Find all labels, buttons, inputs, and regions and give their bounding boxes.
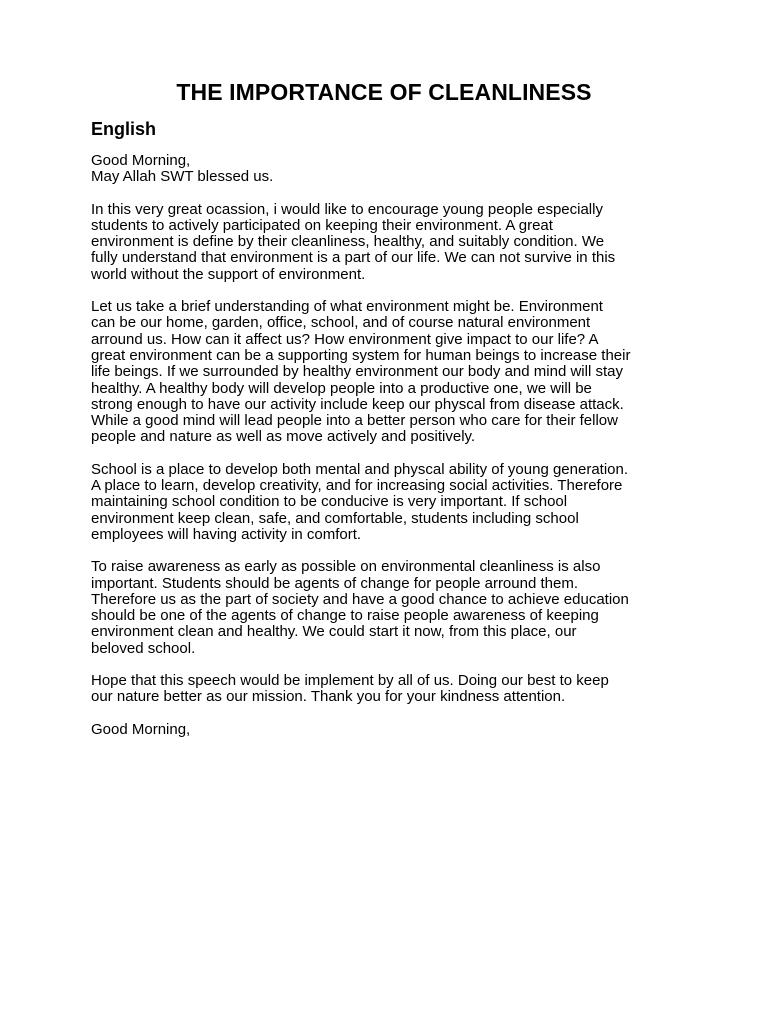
text-line: environment is define by their cleanliness, healthy, and suitably condition. We <box>91 233 605 251</box>
paragraph-greeting <box>91 153 691 186</box>
text-line: can be our home, garden, office, school, and of course natural environment <box>91 314 591 332</box>
text-line: fully understand that environment is a part of our life. We can not survive in this <box>91 249 616 267</box>
text-line: Let us take a brief understanding of what environment might be. Environment <box>91 298 603 316</box>
text-line: our nature better as our mission. Thank you for your kindness attention. <box>91 688 566 706</box>
paragraph-school <box>91 462 691 543</box>
text-line: life beings. If we surrounded by healthy environment our body and mind will stay <box>91 363 623 381</box>
text-line: To raise awareness as early as possible on environmental cleanliness is also <box>91 558 601 576</box>
paragraph-closing <box>91 673 691 706</box>
text-line: maintaining school condition to be conducive is very important. If school <box>91 493 568 511</box>
text-line: great environment can be a supporting system for human beings to increase their <box>91 346 631 364</box>
text-line: people and nature as well as move actively and positively. <box>91 428 476 446</box>
text-line: world without the support of environment. <box>91 265 366 283</box>
speech-body <box>91 153 691 754</box>
text-line: arround us. How can it affect us? How environment give impact to our life? A <box>91 330 599 348</box>
document-title: THE IMPORTANCE OF CLEANLINESS <box>176 79 592 105</box>
text-line: important. Students should be agents of change for people arround them. <box>91 574 578 592</box>
text-line: should be one of the agents of change to raise people awareness of keeping <box>91 607 599 625</box>
text-line: strong enough to have our activity include keep our physcal from disease attack. <box>91 395 624 413</box>
text-line: Good Morning, <box>91 720 191 738</box>
text-line: While a good mind will lead people into a better person who care for their fellow <box>91 412 618 430</box>
text-line: School is a place to develop both mental and physcal ability of young generation. <box>91 460 629 478</box>
paragraph-awareness <box>91 559 691 657</box>
text-line: students to actively participated on keeping their environment. A great <box>91 216 553 234</box>
text-line: beloved school. <box>91 639 196 657</box>
text-line: A place to learn, develop creativity, and for increasing social activities. Therefore <box>91 477 623 495</box>
text-line: employees will having activity in comfort. <box>91 525 362 543</box>
text-line: May Allah SWT blessed us. <box>91 168 274 186</box>
text-line: healthy. A healthy body will develop people into a productive one, we will be <box>91 379 592 397</box>
text-line: environment keep clean, safe, and comfortable, students including school <box>91 509 579 527</box>
text-line: Good Morning, <box>91 152 191 169</box>
text-line: Hope that this speech would be implement by all of us. Doing our best to keep <box>91 672 609 690</box>
text-line: Therefore us as the part of society and have a good chance to achieve education <box>91 590 629 608</box>
paragraph-farewell <box>91 722 691 738</box>
language-heading: English <box>91 119 157 139</box>
paragraph-introduction <box>91 202 691 283</box>
paragraph-environment-definition <box>91 299 691 446</box>
text-line: In this very great ocassion, i would like to encourage young people especially <box>91 200 603 218</box>
text-line: environment clean and healthy. We could start it now, from this place, our <box>91 623 577 641</box>
